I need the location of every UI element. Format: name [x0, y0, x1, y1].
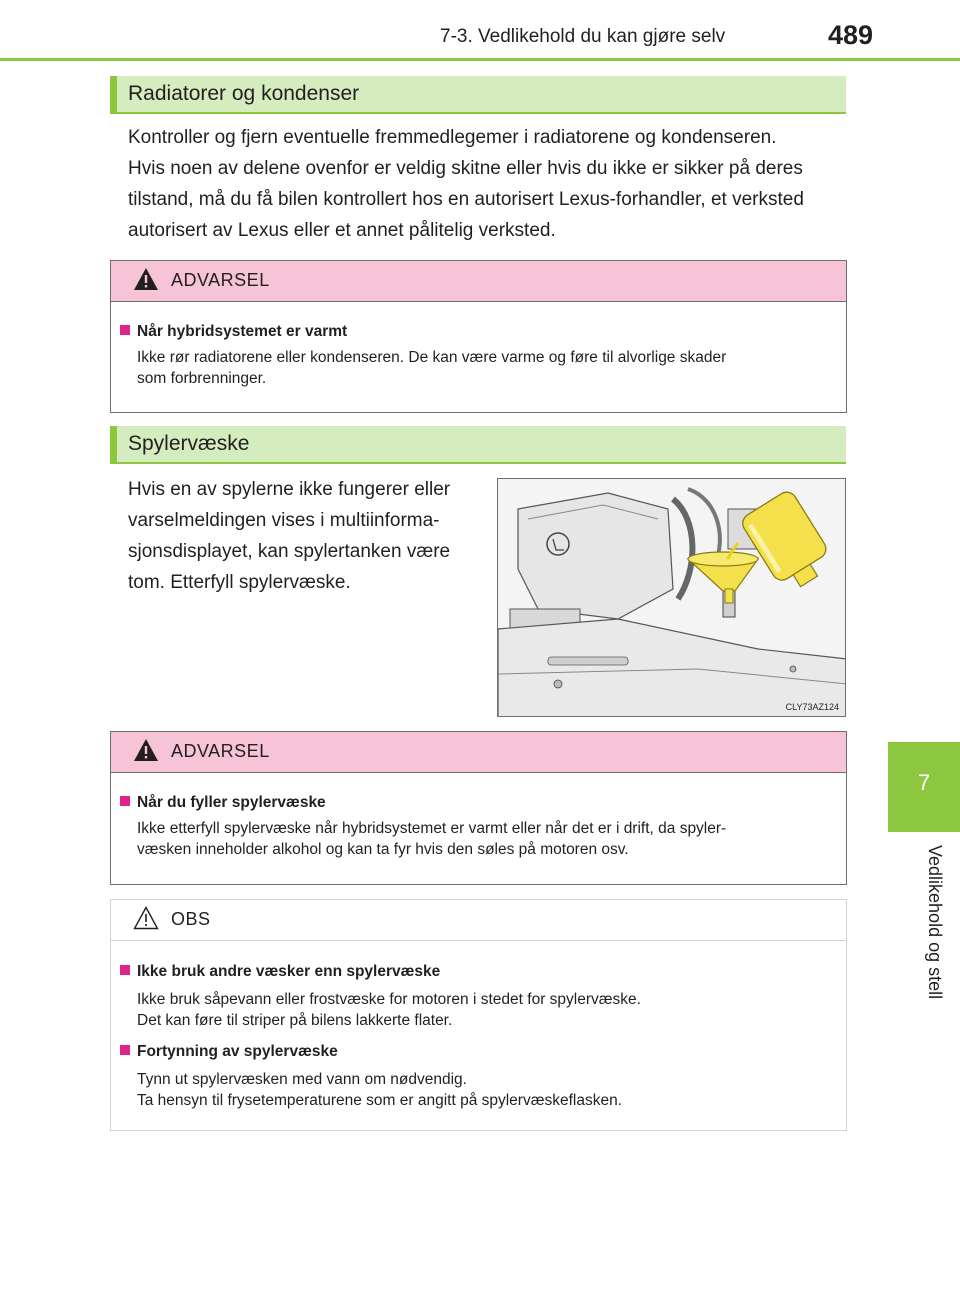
- text-line: Ikke bruk såpevann eller frostvæske for motoren i stedet for spylervæske.: [137, 991, 641, 1008]
- warning-item: [111, 792, 846, 860]
- warning-item: [111, 321, 846, 389]
- warning-item-title-text: Når hybridsystemet er varmt: [137, 323, 348, 340]
- text-line: som forbrenninger.: [137, 370, 267, 387]
- chapter-number: 7: [917, 770, 931, 795]
- paragraph-line: varselmeldingen vises i multiinforma-: [128, 510, 440, 531]
- notice-item-title: [120, 1041, 846, 1063]
- illustration-code: CLY73AZ124: [785, 702, 839, 712]
- engine-bay-drawing: [498, 479, 846, 717]
- caution-triangle-icon: [133, 906, 159, 930]
- section-heading-washer: [110, 426, 846, 464]
- warning-label: ADVARSEL: [171, 270, 270, 290]
- warning-box-header: [111, 732, 846, 773]
- paragraph-line: tilstand, må du få bilen kontrollert hos en autorisert Lexus-forhandler, et verksted: [128, 189, 804, 210]
- bullet-square-icon: [120, 1045, 130, 1055]
- washer-paragraph: [128, 474, 478, 598]
- paragraph-line: Hvis en av spylerne ikke fungerer eller: [128, 479, 451, 500]
- radiator-paragraph: [128, 122, 848, 246]
- washer-fill-illustration: [497, 478, 846, 717]
- notice-item: [111, 961, 846, 1031]
- notice-item-title: [120, 961, 846, 983]
- warning-box-hybrid: [110, 260, 847, 413]
- warning-item-title: [120, 321, 846, 343]
- warning-item-title: [120, 792, 846, 814]
- text-line: Ikke rør radiatorene eller kondenseren. De kan være varme og føre til alvorlige skader: [137, 349, 727, 366]
- text-line: væsken inneholder alkohol og kan ta fyr hvis den søles på motoren osv.: [137, 841, 629, 858]
- notice-box-header: [111, 900, 846, 941]
- bullet-square-icon: [120, 965, 130, 975]
- notice-item-text: [120, 1069, 846, 1111]
- warning-triangle-icon: [133, 267, 159, 291]
- text-line: Tynn ut spylervæsken med vann om nødvendig.: [137, 1071, 467, 1088]
- notice-item-title-text: Ikke bruk andre væsker enn spylervæske: [137, 963, 441, 980]
- text-line: Ikke etterfyll spylervæske når hybridsystemet er varmt eller når det er i drift, da spyler-: [137, 820, 727, 837]
- notice-item: [111, 1041, 846, 1111]
- warning-triangle-icon: [133, 738, 159, 762]
- section-heading-bar: [110, 426, 117, 462]
- text-line: Ta hensyn til frysetemperaturene som er angitt på spylervæskeflasken.: [137, 1092, 623, 1109]
- paragraph-line: sjonsdisplayet, kan spylertanken være: [128, 541, 451, 562]
- running-header-title: 7-3. Vedlikehold du kan gjøre selv: [440, 26, 726, 47]
- notice-item-title-text: Fortynning av spylervæske: [137, 1043, 338, 1060]
- header-divider: [0, 58, 960, 61]
- chapter-tab: [888, 742, 960, 832]
- warning-box-washer: [110, 731, 847, 885]
- warning-item-text: [120, 818, 846, 860]
- section-heading-text: Spylervæske: [128, 432, 250, 455]
- page-number: 489: [828, 20, 874, 50]
- section-heading-radiator: [110, 76, 846, 114]
- paragraph-line: Hvis noen av delene ovenfor er veldig skitne eller hvis du ikke er sikker på deres: [128, 158, 803, 179]
- notice-label: OBS: [171, 909, 211, 929]
- warning-box-header: [111, 261, 846, 302]
- paragraph-line: Kontroller og fjern eventuelle fremmedlegemer i radiatorene og kondenseren.: [128, 127, 777, 148]
- bullet-square-icon: [120, 325, 130, 335]
- section-heading-text: Radiatorer og kondenser: [128, 82, 360, 105]
- notice-item-text: [120, 989, 846, 1031]
- chapter-label: Vedlikehold og stell: [925, 845, 945, 1000]
- notice-box: [110, 899, 847, 1131]
- warning-item-text: [120, 347, 846, 389]
- paragraph-line: autorisert av Lexus eller et annet pålitelig verksted.: [128, 220, 556, 241]
- paragraph-line: tom. Etterfyll spylervæske.: [128, 572, 351, 593]
- warning-label: ADVARSEL: [171, 741, 270, 761]
- bullet-square-icon: [120, 796, 130, 806]
- text-line: Det kan føre til striper på bilens lakkerte flater.: [137, 1012, 453, 1029]
- warning-item-title-text: Når du fyller spylervæske: [137, 794, 326, 811]
- section-heading-bar: [110, 76, 117, 112]
